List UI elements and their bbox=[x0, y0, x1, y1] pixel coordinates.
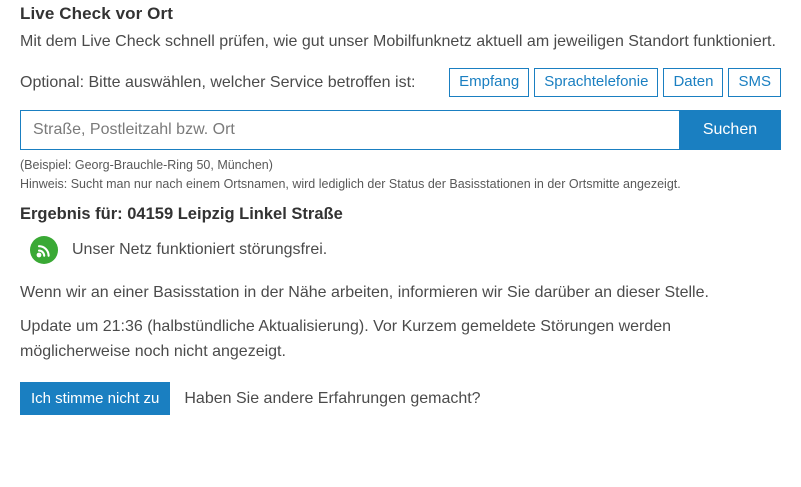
service-chip-daten[interactable]: Daten bbox=[663, 68, 723, 97]
page-title: Live Check vor Ort bbox=[20, 4, 173, 23]
result-update-text: Update um 21:36 (halbstündliche Aktualisierung). Vor Kurzem gemeldete Störungen werden möglicherweise noch nicht angezeigt. bbox=[20, 318, 672, 360]
footer-question: Haben Sie andere Erfahrungen gemacht? bbox=[184, 389, 481, 407]
status-text: Unser Netz funktioniert störungsfrei. bbox=[72, 241, 328, 258]
search-note-hint: Hinweis: Sucht man nur nach einem Ortsnamen, wird lediglich der Status der Basisstationen in der Ortsmitte angezeigt. bbox=[20, 177, 681, 191]
intro-text: Mit dem Live Check schnell prüfen, wie gut unser Mobilfunknetz aktuell am jeweiligen Standort funktioniert. bbox=[20, 33, 776, 50]
result-info-text: Wenn wir an einer Basisstation in der Nähe arbeiten, informieren wir Sie darüber an dieser Stelle. bbox=[20, 284, 709, 301]
service-filter-row bbox=[20, 68, 781, 97]
search-button[interactable]: Suchen bbox=[679, 110, 781, 150]
service-filter-options bbox=[449, 68, 781, 97]
result-title: Ergebnis für: 04159 Leipzig Linkel Straße bbox=[20, 205, 343, 223]
search-row bbox=[20, 110, 781, 150]
service-chip-sprachtelefonie[interactable]: Sprachtelefonie bbox=[534, 68, 658, 97]
status-row bbox=[20, 236, 781, 264]
search-example-hint: (Beispiel: Georg-Brauchle-Ring 50, München) bbox=[20, 158, 273, 172]
service-chip-empfang[interactable]: Empfang bbox=[449, 68, 529, 97]
service-chip-sms[interactable]: SMS bbox=[728, 68, 781, 97]
signal-ok-icon bbox=[30, 236, 58, 264]
search-input[interactable] bbox=[20, 110, 679, 150]
service-filter-label: Optional: Bitte auswählen, welcher Service betroffen ist: bbox=[20, 73, 416, 91]
disagree-button[interactable]: Ich stimme nicht zu bbox=[20, 382, 170, 415]
footer-row bbox=[20, 382, 781, 415]
